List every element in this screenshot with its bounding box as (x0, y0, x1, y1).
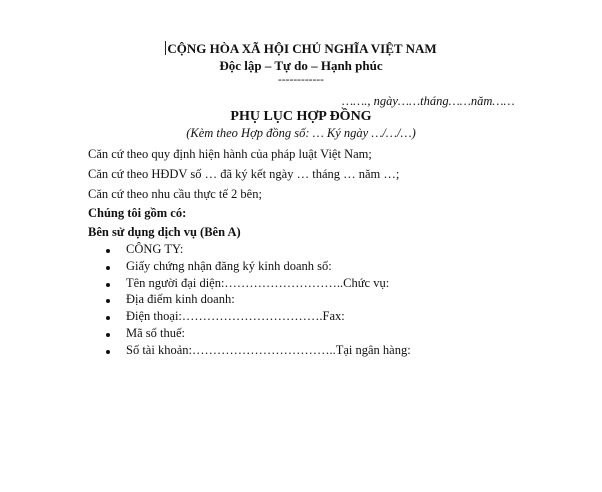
party-a-license: Giấy chứng nhận đăng ký kinh doanh số: (126, 259, 332, 273)
date-line: ……., ngày……tháng……năm…… (342, 94, 515, 108)
motto: Độc lập – Tự do – Hạnh phúc (219, 58, 383, 73)
parties-heading: Chúng tôi gồm có: (88, 206, 187, 220)
bullet-icon (106, 350, 110, 354)
republic-heading (0, 41, 602, 57)
republic-text: CỘNG HÒA XÃ HỘI CHỦ NGHĨA VIỆT NAM (167, 41, 437, 56)
bullet-icon (106, 249, 110, 253)
basis-line: Căn cứ theo quy định hiện hành của pháp luật Việt Nam; (88, 147, 372, 161)
appendix-subtitle: (Kèm theo Hợp đồng số: … Ký ngày …/…/…) (186, 126, 416, 140)
appendix-title: PHỤ LỤC HỢP ĐỒNG (230, 109, 372, 124)
party-a-heading: Bên sử dụng dịch vụ (Bên A) (88, 225, 241, 239)
party-a-tax-code: Mã số thuế: (126, 326, 186, 340)
bullet-icon (106, 333, 110, 337)
bullet-icon (106, 266, 110, 270)
party-a-location: Địa điểm kinh doanh: (126, 292, 235, 306)
basis-line: Căn cứ theo HĐDV số … đã ký kết ngày … tháng … năm …; (88, 167, 400, 181)
bullet-icon (106, 316, 110, 320)
header-divider: ------------ (278, 74, 324, 86)
party-a-phone: Điện thoại:…………………………….Fax: (126, 309, 345, 323)
bullet-icon (106, 283, 110, 287)
party-a-company: CÔNG TY: (126, 242, 184, 256)
party-a-representative: Tên người đại diện:………………………..Chức vụ: (126, 276, 390, 290)
party-a-account: Số tài khoản:……………………………..Tại ngân hàng: (126, 343, 411, 357)
bullet-icon (106, 299, 110, 303)
basis-line: Căn cứ theo nhu cầu thực tế 2 bên; (88, 187, 262, 201)
